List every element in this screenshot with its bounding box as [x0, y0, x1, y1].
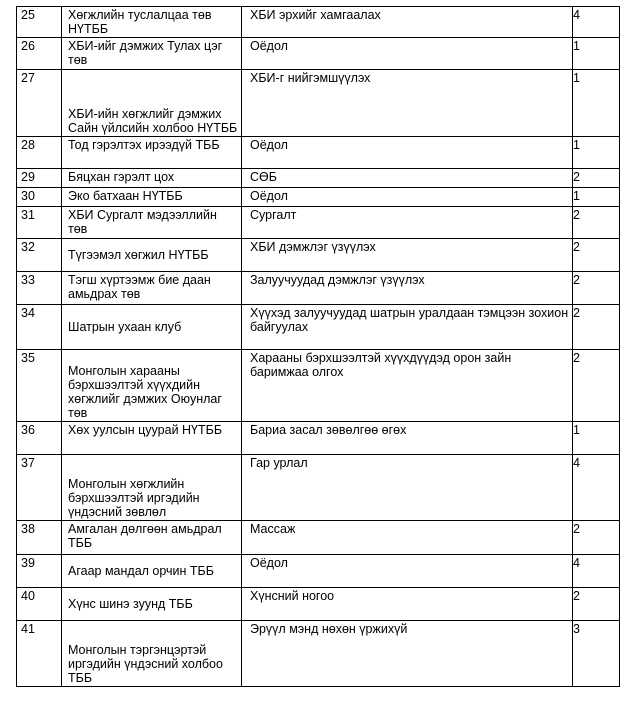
activity-cell: Бариа засал зөвөлгөө өгөх — [242, 422, 573, 455]
row-number-cell: 35 — [17, 350, 62, 422]
table-row — [17, 137, 620, 169]
count-value: 4 — [573, 8, 580, 22]
table-row — [17, 521, 620, 555]
count-value: 2 — [573, 306, 580, 320]
count-value: 1 — [573, 138, 580, 152]
row-number-cell: 29 — [17, 169, 62, 188]
activity-cell: Массаж — [242, 521, 573, 555]
count-value: 2 — [573, 351, 580, 365]
count-value: 1 — [573, 189, 580, 203]
count-value: 1 — [573, 71, 580, 85]
count-value: 1 — [573, 39, 580, 53]
organization-name-cell: ХБИ-ийг дэмжих Тулах цэг төв — [62, 38, 242, 70]
count-cell — [573, 169, 620, 188]
count-cell — [573, 455, 620, 521]
count-cell — [573, 272, 620, 305]
organization-name-cell: Хүнс шинэ зуунд ТББ — [62, 588, 242, 621]
row-number-cell: 39 — [17, 555, 62, 588]
activity-cell: ХБИ эрхийг хамгаалах — [242, 7, 573, 38]
count-value: 1 — [573, 423, 580, 437]
count-cell — [573, 521, 620, 555]
activity-cell: Хүүхэд залуучуудад шатрын уралдаан тэмцээн зохион байгуулах — [242, 305, 573, 350]
activity-cell: Оёдол — [242, 555, 573, 588]
count-value: 2 — [573, 273, 580, 287]
table-row — [17, 7, 620, 38]
organization-name-cell: Монголын харааны бэрхшээлтэй хүүхдийн хөгжлийг дэмжих Оюунлаг төв — [62, 350, 242, 422]
organization-name-cell: Түгээмэл хөгжил НҮТББ — [62, 239, 242, 272]
organization-name-cell: Тэгш хүртээмж бие даан амьдрах төв — [62, 272, 242, 305]
organization-name-cell: Тод гэрэлтэх ирээдүй ТББ — [62, 137, 242, 169]
table-row — [17, 169, 620, 188]
table-row — [17, 422, 620, 455]
organization-name-cell: Амгалан дөлгөөн амьдрал ТББ — [62, 521, 242, 555]
count-cell — [573, 588, 620, 621]
organizations-table — [16, 6, 620, 687]
activity-cell: Эрүүл мэнд нөхөн үржихүй — [242, 621, 573, 687]
row-number-cell: 36 — [17, 422, 62, 455]
table-row — [17, 588, 620, 621]
table-row — [17, 350, 620, 422]
count-cell — [573, 422, 620, 455]
table-row — [17, 70, 620, 137]
count-cell — [573, 305, 620, 350]
activity-cell: Харааны бэрхшээлтэй хүүхдүүдэд орон зайн баримжаа олгох — [242, 350, 573, 422]
organization-name-cell: Эко батхаан НҮТББ — [62, 188, 242, 207]
organization-name-cell: Хөх уулсын цуурай НҮТББ — [62, 422, 242, 455]
table-row — [17, 207, 620, 239]
row-number-cell: 34 — [17, 305, 62, 350]
table-row — [17, 455, 620, 521]
row-number-cell: 33 — [17, 272, 62, 305]
activity-cell: Оёдол — [242, 137, 573, 169]
count-cell — [573, 7, 620, 38]
count-value: 2 — [573, 589, 580, 603]
row-number-cell: 30 — [17, 188, 62, 207]
activity-cell: Оёдол — [242, 38, 573, 70]
count-cell — [573, 207, 620, 239]
table-row — [17, 621, 620, 687]
count-value: 2 — [573, 240, 580, 254]
activity-cell: Гар урлал — [242, 455, 573, 521]
organization-name-cell: ХБИ Сургалт мэдээллийн төв — [62, 207, 242, 239]
organization-name-cell: Хөгжлийн туслалцаа төв НҮТББ — [62, 7, 242, 38]
count-value: 3 — [573, 622, 580, 636]
organization-name-cell: Агаар мандал орчин ТББ — [62, 555, 242, 588]
table-row — [17, 188, 620, 207]
row-number-cell: 26 — [17, 38, 62, 70]
row-number-cell: 38 — [17, 521, 62, 555]
table-row — [17, 305, 620, 350]
count-cell — [573, 137, 620, 169]
count-cell — [573, 555, 620, 588]
row-number-cell: 28 — [17, 137, 62, 169]
count-cell — [573, 350, 620, 422]
table-row — [17, 272, 620, 305]
organization-name-cell: ХБИ-ийн хөгжлийг дэмжих Сайн үйлсийн холбоо НҮТББ — [62, 70, 242, 137]
count-value: 2 — [573, 522, 580, 536]
table-row — [17, 555, 620, 588]
activity-cell: Залуучуудад дэмжлэг үзүүлэх — [242, 272, 573, 305]
table-row — [17, 239, 620, 272]
row-number-cell: 40 — [17, 588, 62, 621]
count-value: 4 — [573, 456, 580, 470]
organization-name-cell: Монголын тэргэнцэртэй иргэдийн үндэсний холбоо ТББ — [62, 621, 242, 687]
count-cell — [573, 70, 620, 137]
organization-name-cell: Шатрын ухаан клуб — [62, 305, 242, 350]
count-value: 2 — [573, 170, 580, 184]
count-value: 2 — [573, 208, 580, 222]
activity-cell: ХБИ дэмжлэг үзүүлэх — [242, 239, 573, 272]
row-number-cell: 25 — [17, 7, 62, 38]
count-cell — [573, 621, 620, 687]
row-number-cell: 31 — [17, 207, 62, 239]
organization-name-cell: Бяцхан гэрэлт цох — [62, 169, 242, 188]
activity-cell: Сургалт — [242, 207, 573, 239]
count-cell — [573, 38, 620, 70]
organization-name-cell: Монголын хөгжлийн бэрхшээлтэй иргэдийн үндэсний зөвлөл — [62, 455, 242, 521]
row-number-cell: 41 — [17, 621, 62, 687]
activity-cell: СӨБ — [242, 169, 573, 188]
activity-cell: Хүнсний ногоо — [242, 588, 573, 621]
row-number-cell: 27 — [17, 70, 62, 137]
count-cell — [573, 188, 620, 207]
row-number-cell: 37 — [17, 455, 62, 521]
row-number-cell: 32 — [17, 239, 62, 272]
count-value: 4 — [573, 556, 580, 570]
table-body — [17, 7, 620, 687]
count-cell — [573, 239, 620, 272]
activity-cell: Оёдол — [242, 188, 573, 207]
table-row — [17, 38, 620, 70]
activity-cell: ХБИ-г нийгэмшүүлэх — [242, 70, 573, 137]
